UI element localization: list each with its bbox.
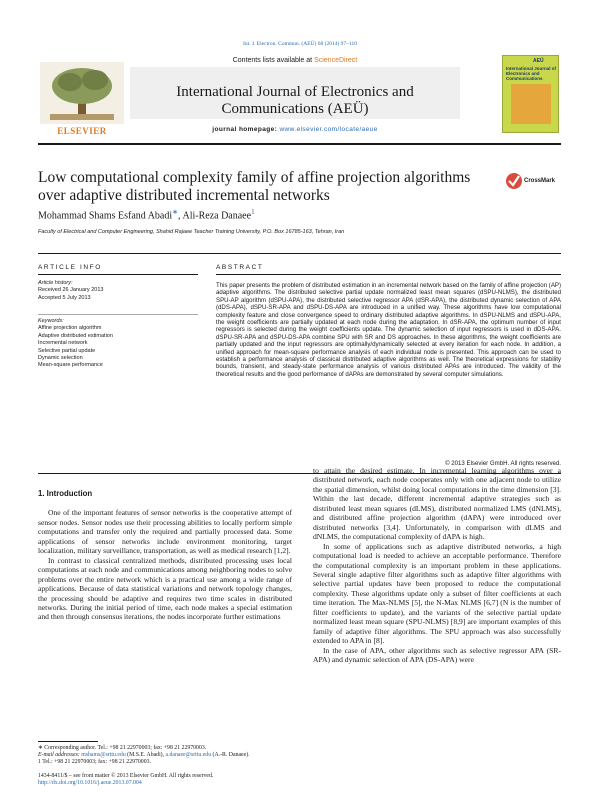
- keyword-item: Dynamic selection: [38, 355, 83, 362]
- contents-prefix: Contents lists available at: [232, 57, 315, 64]
- article-info-heading: ARTICLE INFO: [38, 264, 102, 271]
- doi-link[interactable]: http://dx.doi.org/10.1016/j.aeue.2013.07.004: [38, 780, 142, 786]
- keyword-item: Affine projection algorithm: [38, 325, 102, 332]
- keyword-item: Adaptive distributed estimation: [38, 332, 113, 339]
- homepage-label: journal homepage:: [212, 126, 278, 133]
- author-2-mark[interactable]: 1: [251, 208, 255, 216]
- crossmark-label: CrossMark: [524, 178, 556, 184]
- email-owner-1: (M.S.E. Abadi),: [125, 752, 166, 758]
- bottom-metadata: [38, 773, 292, 787]
- keyword-item: Incremental network: [38, 340, 88, 347]
- contents-line: [130, 57, 460, 64]
- body-paragraph: to attain the desired estimate. In incremental learning algorithms over a distributed network, each node cooperates only with one adjacent node to utilize the spatial dimension, whilst doing local computations in the time dimension [3]. Within the last decade, different incremental adaptive strategies such as distributed least mean squares (dLMS), distributed normalized LMS (dNLMS), and distributed affine projection algorithm (dAPA) were introduced over distributed networks [3,4]. Unfortunately, in comparison with dLMS and dNLMS, the computational complexity of dAPA is high.: [313, 466, 561, 542]
- sciencedirect-link[interactable]: ScienceDirect: [314, 57, 358, 64]
- article-history: [38, 280, 198, 302]
- section-heading-introduction: 1. Introduction: [38, 489, 93, 498]
- elsevier-tree-logo: [40, 62, 124, 132]
- author-1-mark[interactable]: ∗: [172, 208, 179, 216]
- article-title: Low computational complexity family of affine projection algorithms over adaptive distributed incremental networks: [38, 169, 471, 204]
- abstract-text: This paper presents the problem of distributed estimation in an incremental network based on the family of affine projection (AP) adaptive algorithms. The distributed selective partial update normalized least mean squares (dSPU-NLMS), the distributed SPU-AP algorithm (dSPU-APA), the distributed selective regressor APA (dSR-APA), the distributed dynamic selection of APA (dDS-APA), dSPU-SR-APA and dSPU-DS-APA are introduced in a unified way. These algorithms have low computational complexity feature and close convergence speed to ordinary distributed adaptive algorithms. In dSPU-NLMS and dSPU-APA, the weight coefficients are partially updated at each node during the adaptation. In dSR-APA, the optimum number of input regressors is selected during the weight coefficients update. The dynamic selection of input regressors is used in dDS-APA. dSPU-SR-APA and dSPU-DS-APA combine SPU with SR and DS approaches. In these algorithms, the weight coefficients are partially updated and the input regressors are optimally/dynamically selected at every iteration for each node. In addition, a unified approach for mean-square performance analysis of each individual node is presented. This approach can be used to establish a performance analysis of classical distributed adaptive algorithms as well. The theoretical expressions for stability bounds, transient, and steady-state performance analysis of various distributed APAs are introduced. The validity of the theoretical results and the good performance of dAPAs are demonstrated by several computer simulations.: [216, 282, 561, 378]
- issn-line: 1434-8411/$ – see front matter © 2013 Elsevier GmbH. All rights reserved.: [38, 773, 214, 779]
- email-link-1[interactable]: mshams@srttu.edu: [81, 752, 126, 758]
- body-paragraph: In contrast to classical centralized methods, distributed processing uses local computations at each node and communications among neighboring nodes to solve problems over the entire network which is a practical use among a wide range of applications. Because of data statistical variations and network topology changes, the processing should be adaptive and requires two time scales in distributed networks. During the initial period of time, each node makes a special estimation and then through consensus iterations, the nodes incorporate further estimations: [38, 555, 292, 622]
- article-info-rule: [38, 274, 198, 275]
- footnote-1: 1 Tel.: +98 21 22970003; fax: +98 21 22970003.: [38, 759, 151, 765]
- copyright-notice: © 2013 Elsevier GmbH. All rights reserved.: [445, 460, 561, 467]
- email-owner-2: (A.-R. Danaee).: [211, 752, 250, 758]
- header-divider: [38, 143, 561, 145]
- crossmark-icon: [505, 170, 523, 192]
- elsevier-wordmark: ELSEVIER: [57, 126, 107, 136]
- journal-cover-thumbnail: [502, 55, 559, 133]
- history-label: Article history:: [38, 280, 73, 286]
- author-separator: ,: [178, 210, 183, 222]
- cover-graphic: [511, 84, 551, 124]
- body-column-left: [38, 489, 292, 622]
- author-2: Ali-Reza Danaee: [182, 210, 252, 222]
- body-paragraph: In the case of APA, other algorithms such as selective regressor APA (SR-APA) and dynamic selection of APA (DS-APA) were: [313, 645, 561, 665]
- journal-title: International Journal of Electronics and Communications (AEÜ): [176, 84, 414, 117]
- footnote-corresponding: ∗ Corresponding author. Tel.: +98 21 22970003; fax: +98 21 22970003.: [38, 745, 207, 751]
- keywords-label: Keywords:: [38, 318, 64, 324]
- body-paragraph: In some of applications such as adaptive distributed networks, a high computational load is needed to achieve an acceptable performance. Therefore the computational complexity is an important problem in these applications. Several single adaptive filter algorithms such as adaptive filter algorithms with selective partial updates have been proposed to reduce the computational complexity. These algorithms update only a subset of filter coefficients at each time iteration. The Max-NLMS [5], the N-Max NLMS [6,7] (N is the number of filter coefficients to update), and the variants of the selective partial update normalized least mean square (SPU-NLMS) [8,9] are important examples of this family of adaptive filter algorithms. The SPU approach was also successfully extended to APA in [8].: [313, 541, 561, 646]
- title-divider: [38, 253, 561, 254]
- homepage-url-link[interactable]: www.elsevier.com/locate/aeue: [279, 126, 378, 133]
- accepted-date: Accepted 5 July 2013: [38, 294, 91, 301]
- email-label: E-mail addresses:: [38, 752, 82, 758]
- footnotes: [38, 745, 292, 766]
- author-list: [38, 208, 255, 221]
- citation-line[interactable]: Int. J. Electron. Commun. (AEÜ) 68 (2014) 97–110: [243, 41, 357, 47]
- email-link-2[interactable]: a.danaee@srttu.edu: [165, 752, 212, 758]
- keyword-item: Mean-square performance: [38, 362, 103, 369]
- received-date: Received 26 January 2013: [38, 287, 104, 294]
- cover-title: International Journal of Electronics and Communications: [506, 66, 557, 81]
- abstract-heading: ABSTRACT: [216, 264, 264, 271]
- body-paragraph: One of the important features of sensor networks is the cooperative attempt of sensor nodes. Sensor nodes use their processing abilities to locally perform simple computations and transfer only the required and partially processed data. Some applications of sensor networks include environment monitoring, target localization, military surveillance, transportation, as well as medical research [1,2].: [38, 508, 292, 556]
- body-column-right: [313, 466, 561, 665]
- abstract-rule: [216, 274, 561, 275]
- footnote-rule: [38, 741, 98, 742]
- crossmark-button[interactable]: [505, 170, 561, 192]
- cover-short-title: AEÜ: [533, 58, 544, 64]
- keywords-block: [38, 318, 198, 370]
- journal-homepage: [130, 126, 460, 133]
- article-info-separator: [38, 314, 198, 315]
- footnote-emails: [38, 752, 292, 759]
- keyword-item: Selective partial update: [38, 347, 96, 354]
- author-1: Mohammad Shams Esfand Abadi: [38, 210, 173, 222]
- affiliation: Faculty of Electrical and Computer Engineering, Shahid Rajaee Teacher Training University, P.O. Box 16785-163, Tehran, Iran: [38, 229, 345, 235]
